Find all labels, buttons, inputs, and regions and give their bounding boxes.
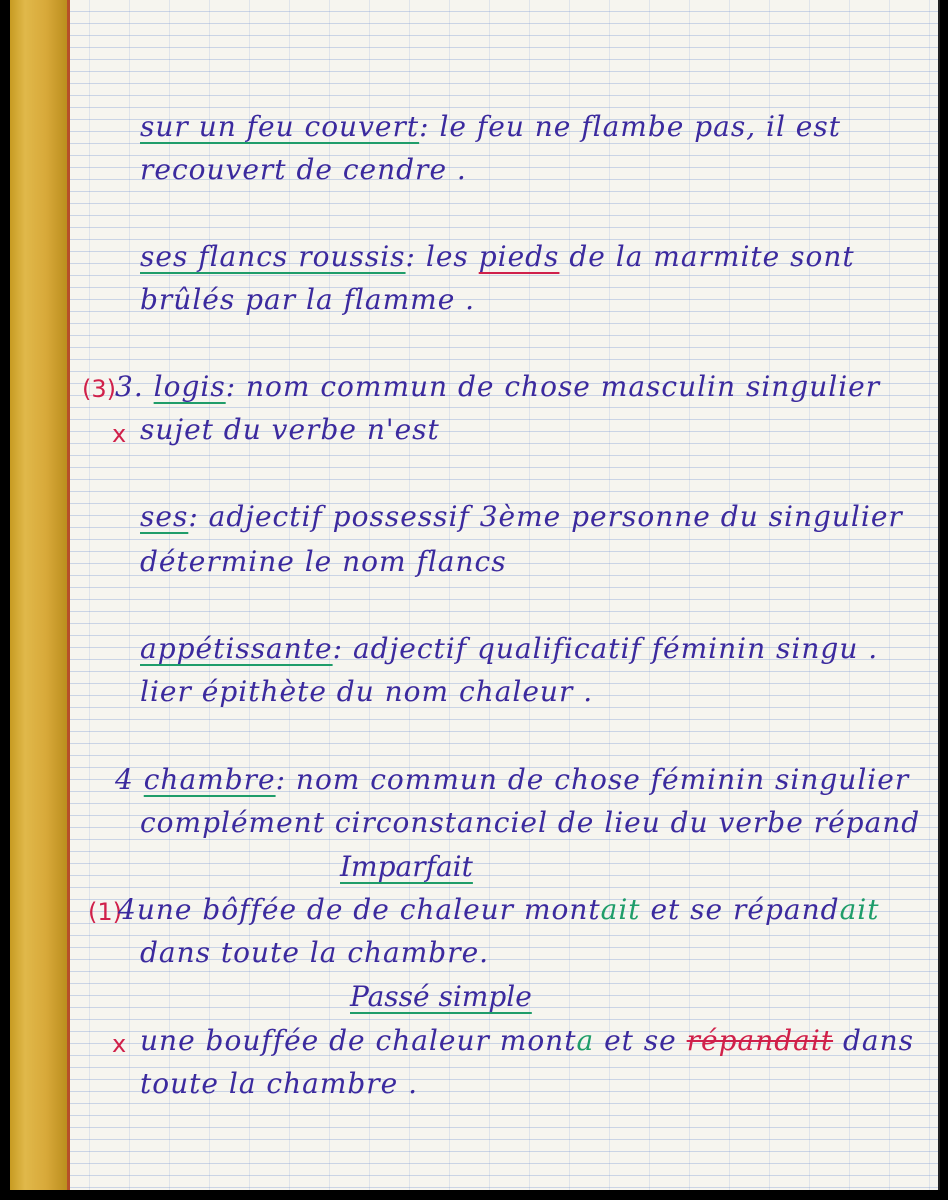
line-14 [118,893,879,926]
line-14-text-b: et se répand [640,893,840,926]
line-18 [140,1067,418,1100]
line-11 [115,763,909,796]
line-17-text-a: une bouffée de chaleur mont [140,1024,577,1057]
line-18-text: toute la chambre . [140,1067,419,1100]
line-12 [140,806,920,839]
margin-cross-1: x [112,420,127,448]
line-7-text: : adjectif possessif 3ème personne du singulier [188,500,903,533]
line-8-text: détermine le nom flancs [140,545,507,578]
term-logis: logis [153,370,226,403]
line-6 [140,413,440,446]
line-9 [140,632,878,665]
line-1-text: : le feu ne flambe pas, il est [419,110,842,143]
term-ses: ses [140,500,189,533]
margin-mark-score-3: (3) [82,375,116,403]
heading-passe-simple: Passé simple [350,980,532,1013]
line-3 [140,240,855,273]
line-11-number: 4 [115,763,134,796]
term-chambre: chambre [143,763,276,796]
line-3-text-a: : les [405,240,479,273]
line-11-text: : nom commun de chose féminin singulier [275,763,910,796]
line-6-text: sujet du verbe n'est [140,413,440,446]
line-3-text-b: de la marmite sont [559,240,855,273]
term-appetissante: appétissante [140,632,333,665]
line-5 [115,370,880,403]
line-12-text: complément circonstanciel de lieu du verbe répand [140,806,921,839]
crossed-out-repandait: répandait [686,1024,834,1057]
ending-a: a [576,1024,595,1057]
line-5-text: : nom commun de chose masculin singulier [225,370,881,403]
line-17-text-b: et se [594,1024,687,1057]
line-9-text: : adjectif qualificatif féminin singu . [332,632,879,665]
line-14-number: 4 [118,893,137,926]
line-5-number: 3. [115,370,144,403]
line-2 [140,153,467,186]
line-17-text-d: dans [833,1024,914,1057]
ending-ait-1: ait [600,893,641,926]
term-flancs-roussis: ses flancs roussis [140,240,406,273]
line-1 [140,110,841,143]
line-15 [140,936,489,969]
line-7 [140,500,903,533]
line-17 [140,1024,914,1057]
term-feu-couvert: sur un feu couvert [140,110,420,143]
line-2-text: recouvert de cendre . [140,153,467,186]
line-10-text: lier épithète du nom chaleur . [140,675,594,708]
line-14-text-a: une bôffée de de chaleur mont [136,893,601,926]
line-15-text: dans toute la chambre. [140,936,490,969]
line-4-text: brûlés par la flamme . [140,283,476,316]
heading-imparfait: Imparfait [340,850,473,883]
margin-cross-2: x [112,1030,127,1058]
notebook-spine [10,0,70,1190]
margin-mark-score-1: (1) [88,898,122,926]
line-10 [140,675,593,708]
keyword-pieds: pieds [478,240,560,273]
line-4 [140,283,475,316]
ending-ait-2: ait [839,893,880,926]
line-8 [140,545,507,578]
